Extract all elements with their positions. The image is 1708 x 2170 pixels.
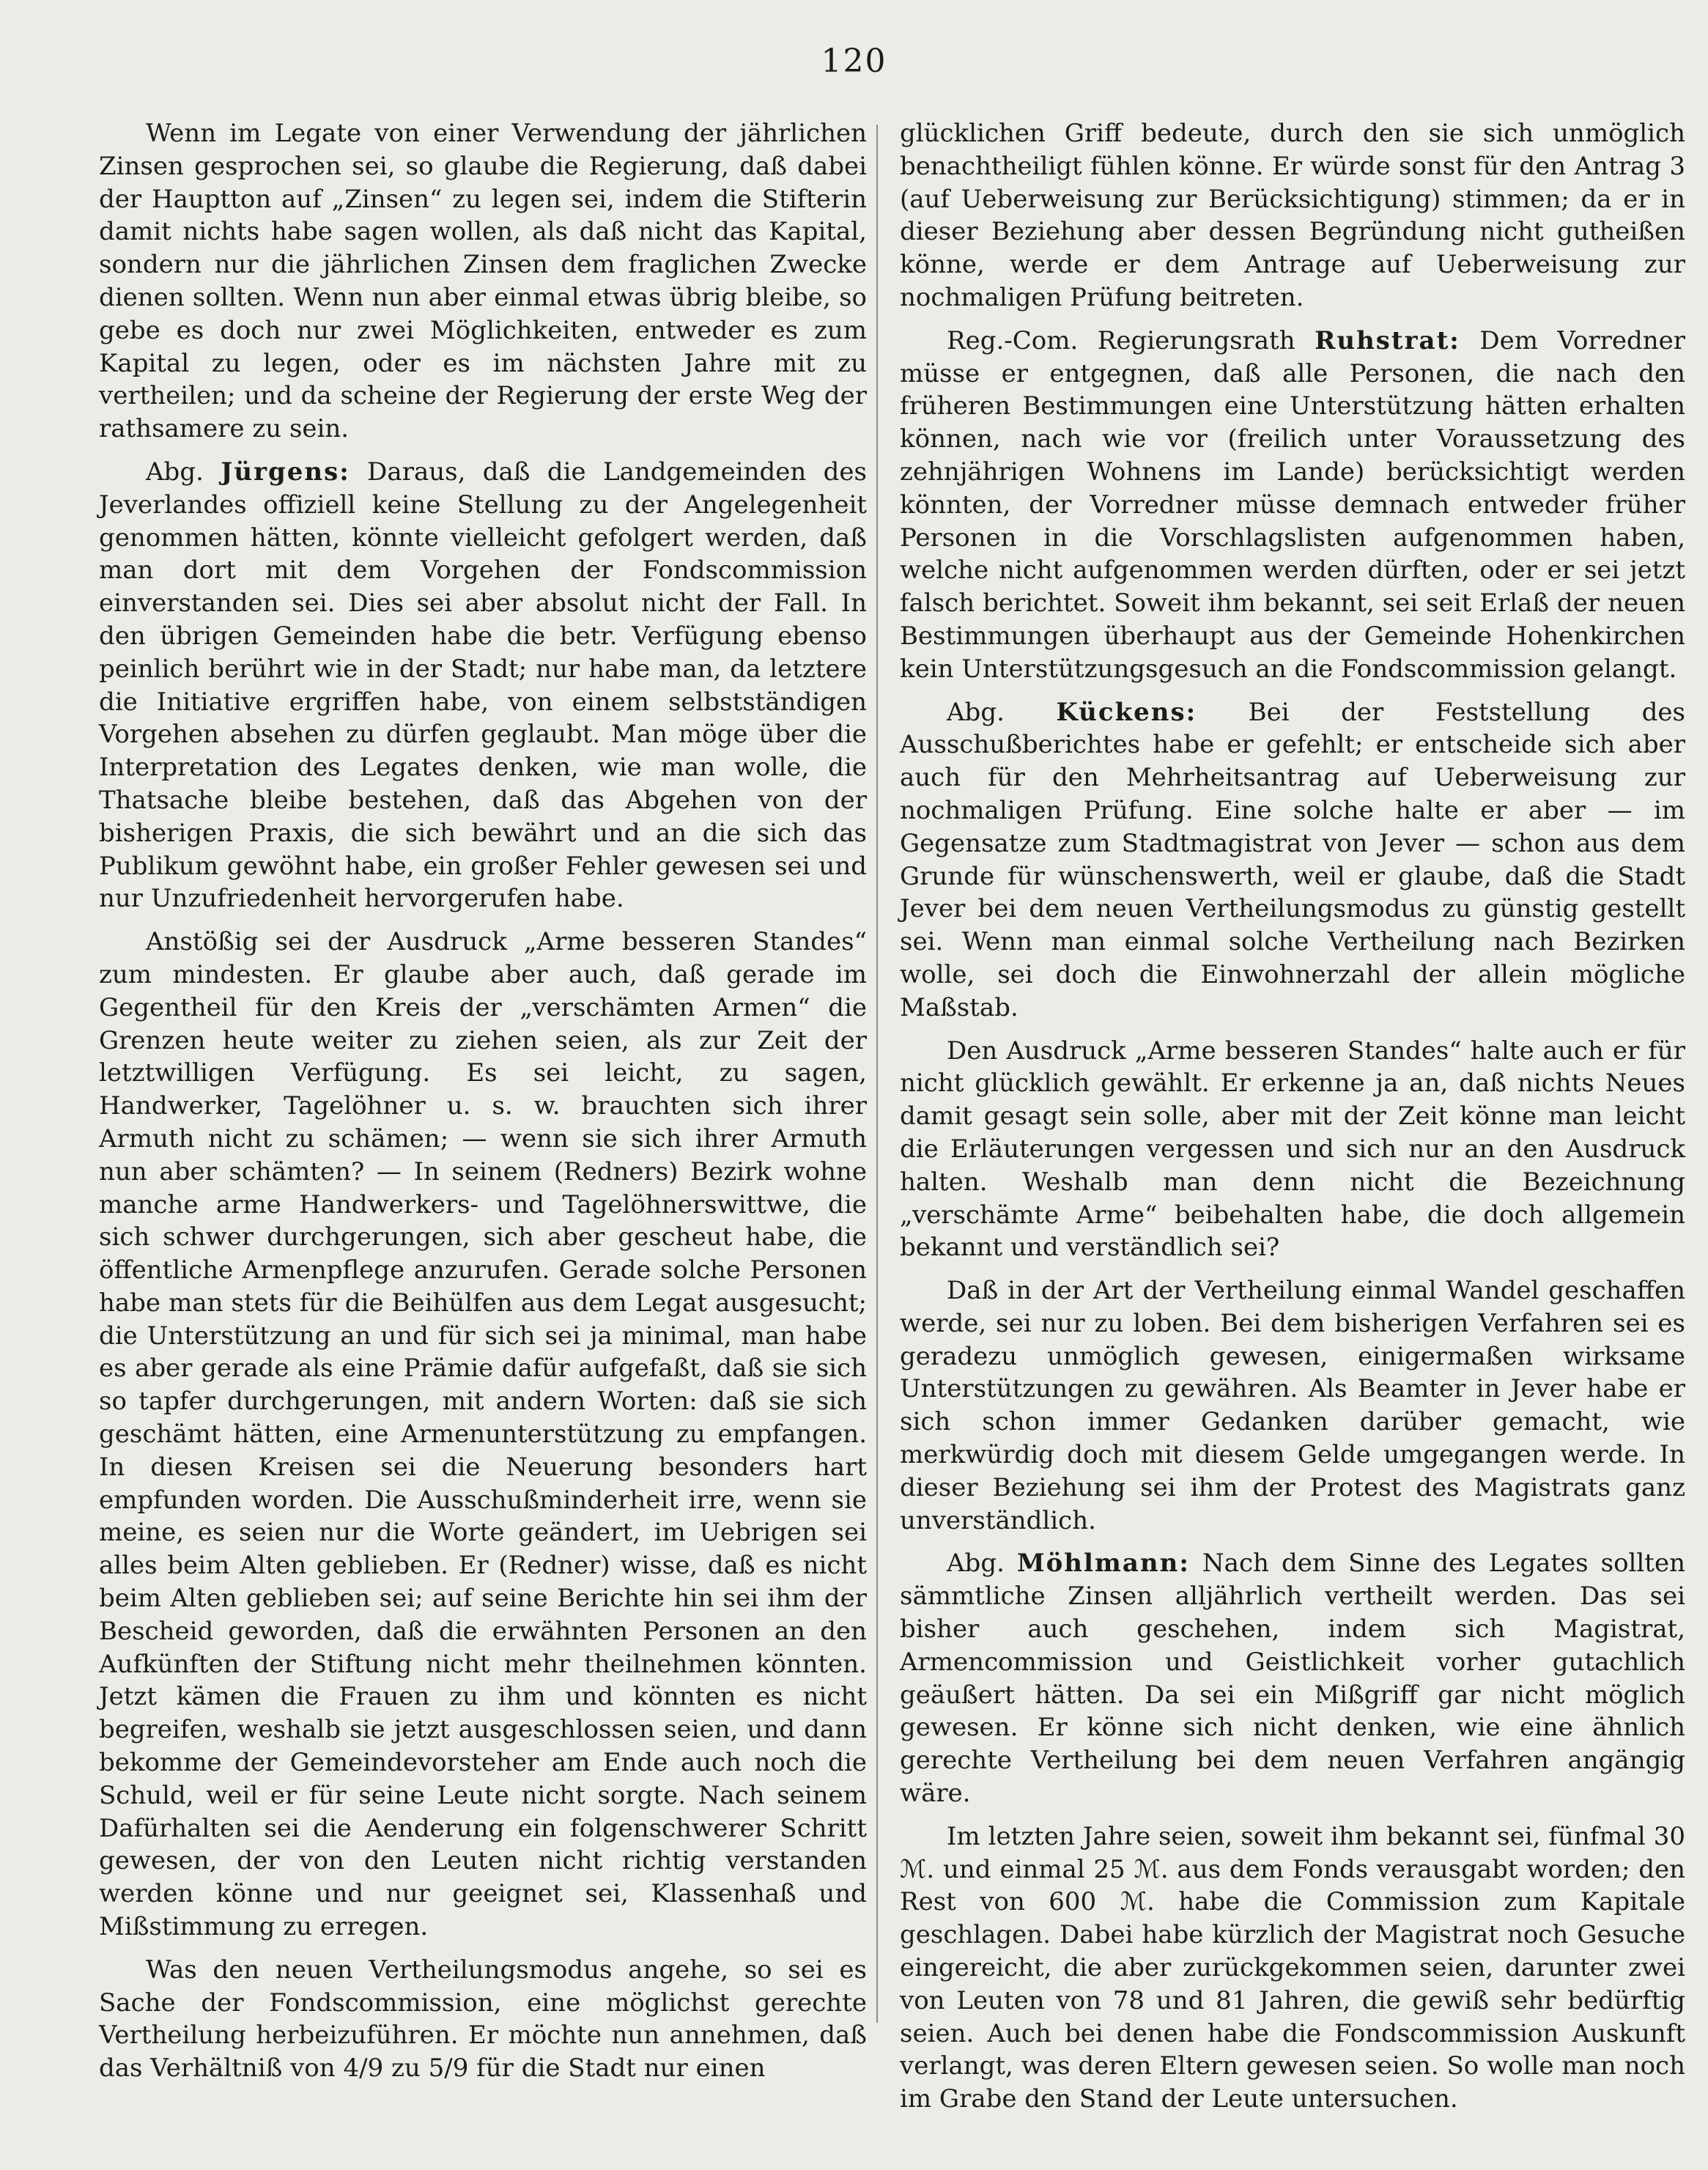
paragraph: Daß in der Art der Vertheilung einmal Wandel geschaffen werde, sei nur zu loben. Bei dem bisherigen Verfahren sei es geradezu unmöglich gewesen, einigermaßen wirksame Unterstützungen zu gewähren. Als Beamter in Jever habe er sich schon immer Gedanken darüber gemacht, wie merkwürdig doch mit diesem Gelde umgegangen werde. In dieser Beziehung sei ihm der Protest des Magistrats ganz unverständlich. [900,1276,1685,1535]
paragraph [900,325,1685,686]
speaker-prefix: Abg. [947,1549,1017,1579]
speaker-prefix: Abg. [947,697,1057,727]
paragraph: glücklichen Griff bedeute, durch den sie sich unmöglich benachtheiligt fühlen könne. Er würde sonst für den Antrag 3 (auf Ueberweisung zur Berücksichtigung) stimmen; da er in dieser Beziehung aber dessen Begründung nicht gutheißen könne, werde er dem Antrage auf Ueberweisung zur nochmaligen Prüfung beitreten. [900,119,1685,312]
speaker-name: Kückens: [1056,697,1197,727]
paragraph-text: Bei der Feststellung des Ausschußberichtes habe er gefehlt; er entscheide sich aber auch für den Mehrheitsantrag auf Ueberweisung zur nochmaligen Prüfung. Eine solche halte er aber — im Gegensatze zum Stadtmagistrat von Jever — schon aus dem Grunde für wünschenswerth, weil er glaube, daß die Stadt Jever bei dem neuen Vertheilungsmodus zu günstig gestellt sei. Wenn man einmal solche Vertheilung nach Bezirken wolle, sei doch die Einwohnerzahl der allein mögliche Maßstab. [900,697,1685,1022]
paragraph-text: Dem Vorredner müsse er entgegnen, daß alle Personen, die nach den früheren Bestimmungen eine Unterstützung hätten erhalten können, nach wie vor (freilich unter Voraussetzung des zehnjährigen Wohnens im Lande) berücksichtigt werden könnten, der Vorredner müsse demnach entweder früher Personen in die Vorschlagslisten aufgenommen haben, welche nicht aufgenommen werden dürften, oder er sei jetzt falsch berichtet. Soweit ihm bekannt, sei seit Erlaß der neuen Bestimmungen überhaupt aus der Gemeinde Hohenkirchen kein Unterstützungsgesuch an die Fondscommission gelangt. [900,325,1685,684]
paragraph: Den Ausdruck „Arme besseren Standes“ halte auch er für nicht glücklich gewählt. Er erkenne ja an, daß nichts Neues damit gesagt sein solle, aber mit der Zeit könne man leicht die Erläuterungen vergessen und sich nur an den Ausdruck halten. Weshalb man denn nicht die Bezeichnung „verschämte Arme“ beibehalten habe, die doch allgemein bekannt und verständlich sei? [900,1036,1685,1263]
paragraph: Im letzten Jahre seien, soweit ihm bekannt sei, fünfmal 30 ℳ. und einmal 25 ℳ. aus dem Fonds verausgabt worden; den Rest von 600 ℳ. habe die Commission zum Kapitale geschlagen. Dabei habe kürzlich der Magistrat noch Gesuche eingereicht, die aber zurückgekommen seien, darunter zwei von Leuten von 78 und 81 Jahren, die gewiß sehr bedürftig seien. Auch bei denen habe die Fondscommission Auskunft verlangt, was deren Eltern gewesen seien. So wolle man noch im Grabe den Stand der Leute untersuchen. [900,1821,1685,2114]
paragraph-text: Daraus, daß die Landgemeinden des Jeverlandes offiziell keine Stellung zu der Angelegenheit genommen hätten, könnte vielleicht gefolgert werden, daß man dort mit dem Vorgehen der Fondscommission einverstanden sei. Dies sei aber absolut nicht der Fall. In den übrigen Gemeinden habe die betr. Verfügung ebenso peinlich berührt wie in der Stadt; nur habe man, da letztere die Initiative ergriffen habe, von einem selbstständigen Vorgehen absehen zu dürfen geglaubt. Man möge über die Interpretation des Legates denken, wie man wolle, die Thatsache bleibe bestehen, daß das Abgehen von der bisherigen Praxis, die sich bewährt und an die sich das Publikum gewöhnt habe, ein großer Fehler gewesen sei und nur Unzufriedenheit hervorgerufen habe. [99,457,867,914]
paragraph: Was den neuen Vertheilungsmodus angehe, so sei es Sache der Fondscommission, eine möglichst gerechte Vertheilung herbeizuführen. Er möchte nun annehmen, daß das Verhältniß von 4/9 zu 5/9 für die Stadt nur einen [99,1955,867,2084]
speaker-name: Möhlmann: [1016,1549,1190,1579]
right-column [900,117,1685,2126]
column-divider [876,125,878,2023]
speaker-prefix: Abg. [146,457,221,487]
paragraph-text: Nach dem Sinne des Legates sollten sämmtliche Zinsen alljährlich vertheilt werden. Das sei bisher auch geschehen, indem sich Magistrat, Armencommission und Geistlichkeit vorher gutachlich geäußert hätten. Da sei ein Mißgriff gar nicht möglich gewesen. Er könne sich nicht denken, wie eine ähnlich gerechte Vertheilung bei dem neuen Verfahren angängig wäre. [900,1549,1685,1809]
page-number: 120 [821,43,887,80]
left-column [99,117,867,2095]
speaker-name: Ruhstrat: [1315,325,1460,355]
paragraph [900,696,1685,1025]
speaker-prefix: Reg.-Com. Regierungsrath [947,325,1315,355]
paragraph: Anstößig sei der Ausdruck „Arme besseren Standes“ zum mindesten. Er glaube aber auch, daß gerade im Gegentheil für den Kreis der „verschämten Armen“ die Grenzen heute weiter zu ziehen seien, als zur Zeit der letztwilligen Verfügung. Es sei leicht, zu sagen, Handwerker, Tagelöhner u. s. w. brauchten sich ihrer Armuth nicht zu schämen; — wenn sie sich ihrer Armuth nun aber schämten? — In seinem (Redners) Bezirk wohne manche arme Handwerkers- und Tagelöhnerswittwe, die sich schwer durchgerungen, sich aber gescheut habe, die öffentliche Armenpflege anzurufen. Gerade solche Personen habe man stets für die Beihülfen aus dem Legat ausgesucht; die Unterstützung an und für sich sei ja minimal, man habe es aber gerade als eine Prämie dafür aufgefaßt, daß sie sich so tapfer durchgerungen, mit andern Worten: daß sie sich geschämt hätten, eine Armenunterstützung zu empfangen. In diesen Kreisen sei die Neuerung besonders hart empfunden worden. Die Ausschußminderheit irre, wenn sie meine, es seien nur die Worte geändert, im Uebrigen sei alles beim Alten geblieben. Er (Redner) wisse, daß es nicht beim Alten geblieben sei; auf seine Berichte hin sei ihm der Bescheid geworden, daß die erwähnten Personen an den Aufkünften der Stiftung nicht mehr theilnehmen könnten. Jetzt kämen die Frauen zu ihm und könnten es nicht begreifen, weshalb sie jetzt ausgeschlossen seien, und dann bekomme der Gemeindevorsteher am Ende auch noch die Schuld, weil er für seine Leute nicht sorgte. Nach seinem Dafürhalten sei die Aenderung ein folgenschwerer Schritt gewesen, der von den Leuten nicht richtig verstanden werden könne und nur geeignet sei, Klassenhaß und Mißstimmung zu erregen. [99,927,867,1942]
paragraph [99,456,867,915]
paragraph [900,1547,1685,1809]
speaker-name: Jürgens: [221,457,350,487]
paragraph: Wenn im Legate von einer Verwendung der jährlichen Zinsen gesprochen sei, so glaube die Regierung, daß dabei der Hauptton auf „Zinsen“ zu legen sei, indem die Stifterin damit nichts habe sagen wollen, als daß nicht das Kapital, sondern nur die jährlichen Zinsen dem fraglichen Zwecke dienen sollten. Wenn nun aber einmal etwas übrig bleibe, so gebe es doch nur zwei Möglichkeiten, entweder es zum Kapital zu legen, oder es im nächsten Jahre mit zu vertheilen; und da scheine der Regierung der erste Weg der rathsamere zu sein. [99,119,867,444]
